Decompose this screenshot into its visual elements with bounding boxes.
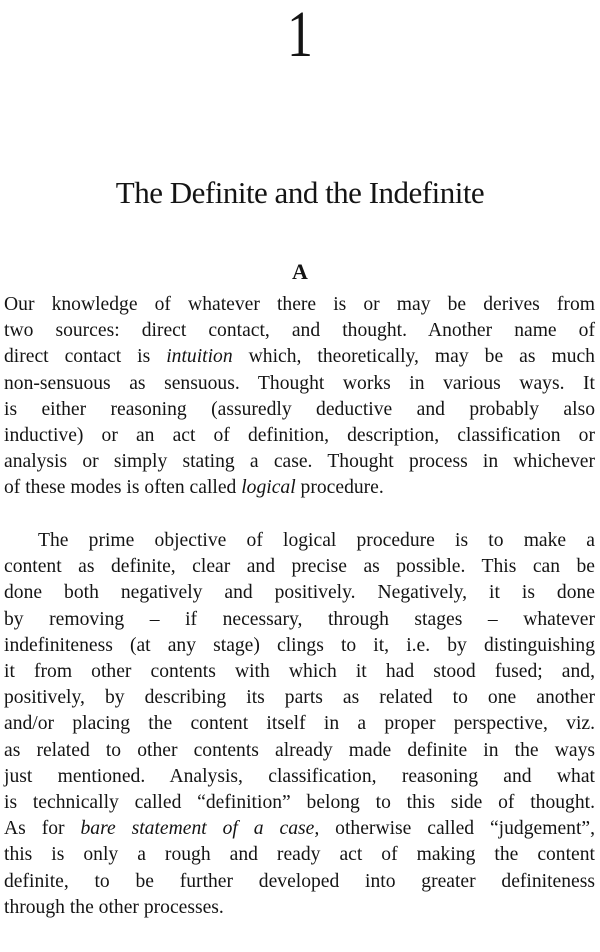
text-line <box>4 607 595 633</box>
text-segment: definite, to be further developed into greater definiteness <box>4 870 595 892</box>
text-line <box>4 397 595 423</box>
text-segment: non-sensuous as sensuous. Thought works in various ways. It <box>4 372 595 394</box>
text-line <box>4 449 595 475</box>
text-line <box>4 764 595 790</box>
text-line <box>4 842 595 868</box>
text-segment: is either reasoning (assuredly deductive and probably also <box>4 398 595 420</box>
paragraph-1 <box>4 292 595 502</box>
text-segment: is technically called “definition” belong to this side of thought. <box>4 792 595 814</box>
text-segment: which, theoretically, may be as much <box>232 346 595 368</box>
text-line <box>4 895 595 921</box>
text-line <box>4 344 595 370</box>
italic-text: logical <box>241 477 296 499</box>
text-segment: done both negatively and positively. Negatively, it is done <box>4 582 595 604</box>
text-line <box>4 633 595 659</box>
text-segment: by removing – if necessary, through stages – whatever <box>4 608 595 630</box>
text-line <box>4 528 595 554</box>
paragraph-2 <box>4 528 595 921</box>
text-line <box>4 371 595 397</box>
text-line <box>4 580 595 606</box>
text-segment: it from other contents with which it had stood fused; and, <box>4 661 595 683</box>
text-line <box>4 292 595 318</box>
text-line <box>4 816 595 842</box>
text-segment: inductive) or an act of definition, description, classification or <box>4 425 595 447</box>
text-segment: positively, by describing its parts as related to one another <box>4 687 595 709</box>
text-line <box>4 685 595 711</box>
text-segment: analysis or simply stating a case. Thought process in whichever <box>4 451 595 473</box>
text-line <box>4 738 595 764</box>
text-segment: just mentioned. Analysis, classification, reasoning and what <box>4 765 595 787</box>
text-segment: otherwise called “judgement”, <box>319 818 595 840</box>
italic-text: intuition <box>166 346 233 368</box>
text-segment: through the other processes. <box>4 896 224 918</box>
italic-text: bare statement of a case, <box>80 818 320 840</box>
text-line <box>4 711 595 737</box>
text-line <box>4 790 595 816</box>
text-line <box>4 554 595 580</box>
text-line <box>4 475 595 501</box>
text-segment: and/or placing the content itself in a proper perspective, viz. <box>4 713 595 735</box>
text-segment: two sources: direct contact, and thought. Another name of <box>4 320 595 342</box>
chapter-number: 1 <box>287 0 313 71</box>
text-line <box>4 659 595 685</box>
text-line <box>4 869 595 895</box>
text-line <box>4 423 595 449</box>
text-segment: as related to other contents already made definite in the ways <box>4 739 595 761</box>
text-segment: As for <box>4 818 81 840</box>
text-segment: this is only a rough and ready act of making the content <box>4 844 595 866</box>
text-segment: direct contact is <box>4 346 167 368</box>
text-segment: The prime objective of logical procedure is to make a <box>38 530 595 551</box>
text-segment: procedure. <box>295 477 384 499</box>
text-line <box>4 318 595 344</box>
chapter-title: The Definite and the Indefinite <box>115 175 485 210</box>
section-heading: A <box>292 259 308 284</box>
text-segment: of these modes is often called <box>4 477 242 499</box>
text-segment: Our knowledge of whatever there is or may be derives from <box>4 294 595 315</box>
text-segment: indefiniteness (at any stage) clings to it, i.e. by distinguishing <box>4 634 595 656</box>
text-segment: content as definite, clear and precise as possible. This can be <box>4 556 595 578</box>
